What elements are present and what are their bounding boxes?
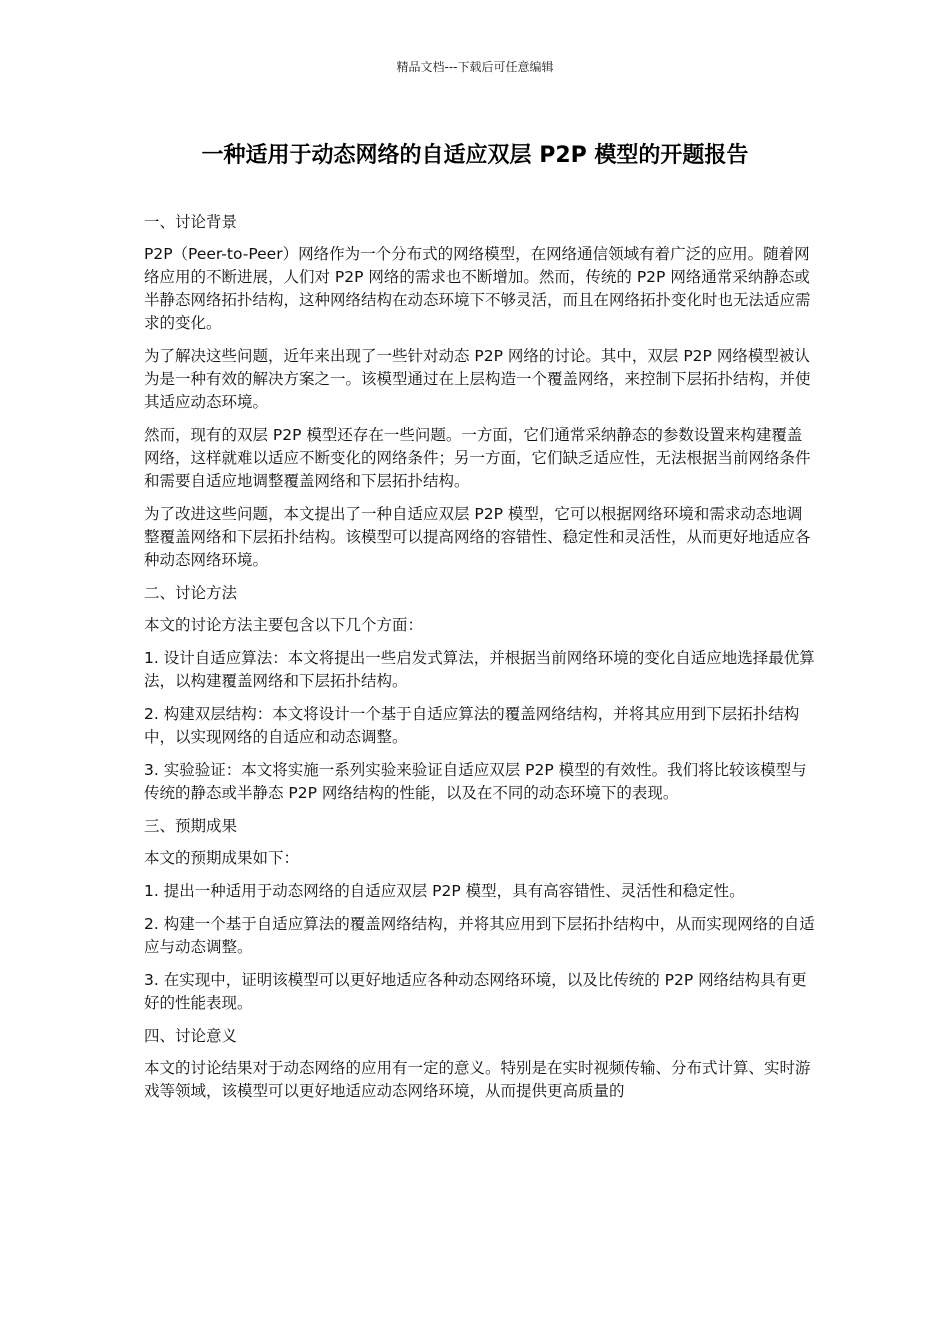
- document-body: [144, 211, 816, 1113]
- document-title: 一种适用于动态网络的自适应双层 P2P 模型的开题报告: [201, 143, 749, 168]
- paragraph: 然而，现有的双层 P2P 模型还存在一些问题。一方面，它们通常采纳静态的参数设置来构建覆盖网络，这样就难以适应不断变化的网络条件；另一方面，它们缺乏适应性，无法根据当前网络条件和需要自适应地调整覆盖网络和下层拓扑结构。: [144, 426, 811, 490]
- paragraph: 本文的讨论方法主要包含以下几个方面：: [144, 616, 424, 634]
- section-heading: 四、讨论意义: [144, 1027, 238, 1045]
- list-item: 3. 在实现中，证明该模型可以更好地适应各种动态网络环境，以及比传统的 P2P 网络结构具有更好的性能表现。: [144, 971, 807, 1012]
- list-item: 3. 实验验证：本文将实施一系列实验来验证自适应双层 P2P 模型的有效性。我们将比较该模型与传统的静态或半静态 P2P 网络结构的性能，以及在不同的动态环境下的表现。: [144, 761, 807, 802]
- list-item: 2. 构建一个基于自适应算法的覆盖网络结构，并将其应用到下层拓扑结构中，从而实现网络的自适应与动态调整。: [144, 915, 815, 956]
- paragraph: 本文的讨论结果对于动态网络的应用有一定的意义。特别是在实时视频传输、分布式计算、实时游戏等领域，该模型可以更好地适应动态网络环境，从而提供更高质量的: [144, 1059, 811, 1100]
- paragraph: 为了解决这些问题，近年来出现了一些针对动态 P2P 网络的讨论。其中，双层 P2P 网络模型被认为是一种有效的解决方案之一。该模型通过在上层构造一个覆盖网络，来控制下层拓扑结构，并使其适应动态环境。: [144, 347, 811, 411]
- paragraph: P2P（Peer-to-Peer）网络作为一个分布式的网络模型，在网络通信领域有着广泛的应用。随着网络应用的不断进展，人们对 P2P 网络的需求也不断增加。然而，传统的 P2P 网络通常采纳静态或半静态网络拓扑结构，这种网络结构在动态环境下不够灵活，而且在网络拓扑变化时也无法适应需求的变化。: [144, 245, 811, 332]
- list-item: 2. 构建双层结构：本文将设计一个基于自适应算法的覆盖网络结构，并将其应用到下层拓扑结构中，以实现网络的自适应和动态调整。: [144, 705, 800, 746]
- paragraph: 为了改进这些问题，本文提出了一种自适应双层 P2P 模型，它可以根据网络环境和需求动态地调整覆盖网络和下层拓扑结构。该模型可以提高网络的容错性、稳定性和灵活性，从而更好地适应各种动态网络环境。: [144, 505, 811, 569]
- list-item: 1. 设计自适应算法：本文将提出一些启发式算法，并根据当前网络环境的变化自适应地选择最优算法，以构建覆盖网络和下层拓扑结构。: [144, 649, 815, 690]
- list-item: 1. 提出一种适用于动态网络的自适应双层 P2P 模型，具有高容错性、灵活性和稳定性。: [144, 882, 745, 900]
- section-heading: 二、讨论方法: [144, 584, 238, 602]
- paragraph: 本文的预期成果如下：: [144, 849, 300, 867]
- page-header: 精品文档---下载后可任意编辑: [396, 60, 554, 74]
- section-heading: 一、讨论背景: [144, 213, 238, 231]
- section-heading: 三、预期成果: [144, 817, 238, 835]
